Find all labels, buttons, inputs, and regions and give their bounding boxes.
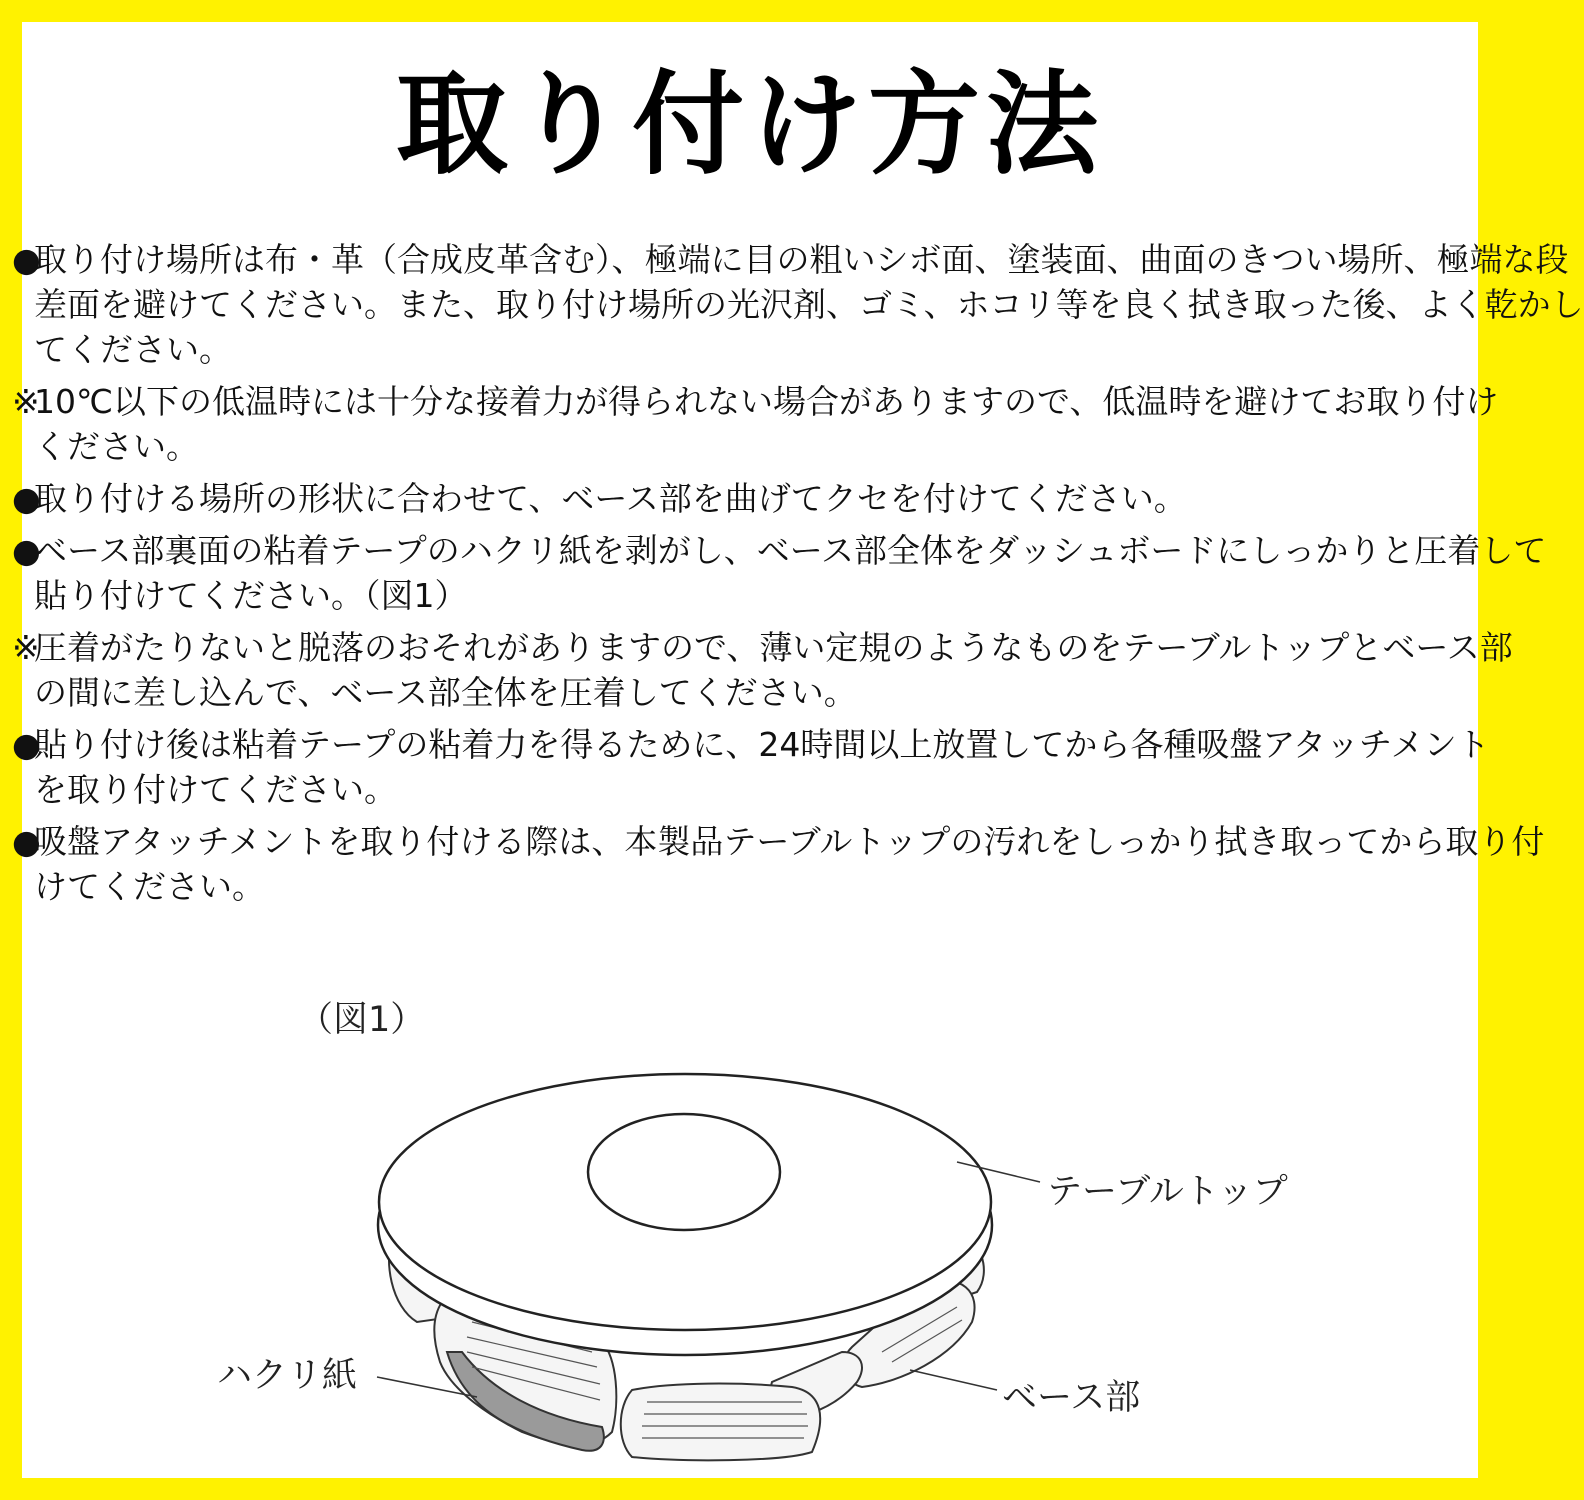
instruction-line: の間に差し込んで、ベース部全体を圧着してください。 [34,673,857,712]
instruction-page [12,22,1584,1478]
instruction-line: 10℃以下の低温時には十分な接着力が得られない場合がありますので、低温時を避けてお取り付け [34,382,1499,421]
instruction-line: 貼り付けてください。（図1） [34,576,468,615]
instruction-item [12,722,1490,812]
instruction-line: けてください。 [34,867,265,906]
leader-line-base [910,1370,997,1390]
note-marker: ※ [12,382,40,421]
base-tabs [389,1227,984,1460]
base-tab [389,1227,452,1322]
figure-caption: （図1） [298,1000,426,1040]
instruction-line: ください。 [34,427,199,466]
instruction-item [12,528,1547,618]
label-release-paper: ハクリ紙 [217,1356,358,1396]
bullet-marker: ● [12,531,41,570]
page-title: 取り付け方法 [396,60,1104,190]
base-tab [434,1301,616,1445]
base-tab [762,1352,862,1420]
instruction-note [12,625,1513,715]
base-tab [843,1280,974,1387]
instruction-list [12,237,1584,916]
instruction-line: ベース部裏面の粘着テープのハクリ紙を剥がし、ベース部全体をダッシュボードにしっかりと圧着して [34,531,1547,570]
instruction-note [12,379,1499,469]
bullet-marker: ● [12,822,41,861]
bullet-marker: ● [12,240,41,279]
tabletop-surface [379,1074,991,1330]
instruction-line: 取り付け場所は布・革（合成皮革含む）、極端に目の粗いシボ面、塗装面、曲面のきつい場所、極端な段 [34,240,1569,279]
tabletop-center-ring [588,1114,780,1230]
instruction-line: 貼り付け後は粘着テープの粘着力を得るために、24時間以上放置してから各種吸盤アタッチメント [34,725,1490,764]
tab-ridges [467,1307,962,1438]
release-paper [447,1352,604,1451]
instruction-line: てください。 [34,330,232,369]
instruction-line: 差面を避けてください。また、取り付け場所の光沢剤、ゴミ、ホコリ等を良く拭き取った後、よく乾かし [34,285,1584,324]
leader-line-release-paper [377,1377,477,1397]
label-tabletop: テーブルトップ [1047,1172,1288,1212]
instruction-line: を取り付けてください。 [34,770,397,809]
instruction-line: 取り付ける場所の形状に合わせて、ベース部を曲げてクセを付けてください。 [34,479,1187,518]
instruction-line: 吸盤アタッチメントを取り付ける際は、本製品テーブルトップの汚れをしっかり拭き取ってから取り付 [34,822,1545,861]
instruction-line: 圧着がたりないと脱落のおそれがありますので、薄い定規のようなものをテーブルトップとベース部 [34,628,1513,667]
bullet-marker: ● [12,725,41,764]
tabletop-edge [378,1095,992,1355]
instruction-item [12,237,1584,372]
bullet-marker: ● [12,479,41,518]
leader-line-tabletop [957,1162,1040,1182]
base-tab [621,1384,820,1461]
note-marker: ※ [12,628,40,667]
base-tab [937,1227,984,1302]
instruction-item [12,819,1545,909]
instruction-item [12,476,1478,521]
label-base: ベース部 [1002,1378,1141,1418]
